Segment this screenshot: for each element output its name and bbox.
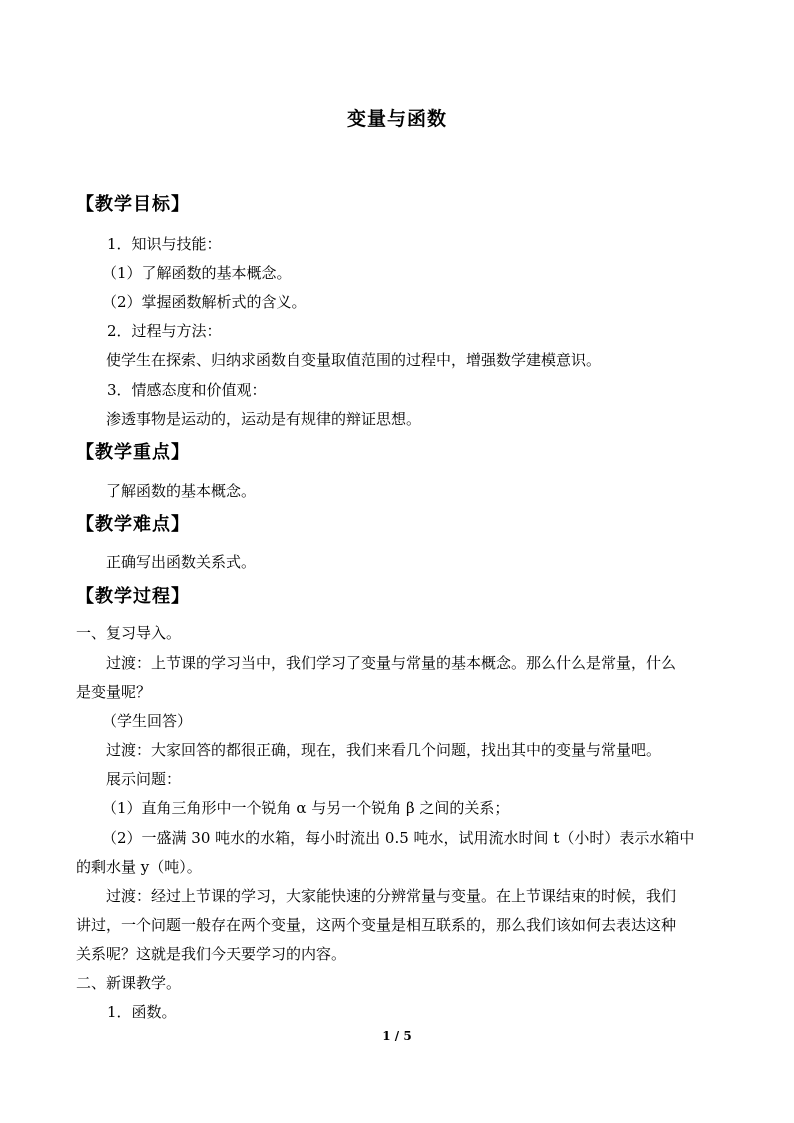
process-paragraph-5-line-2: 讲过，一个问题一般存在两个变量，这两个变量是相互联系的，那么我们该如何去表达这种 <box>76 916 677 934</box>
process-question-2-line-1: （2）一盛满 30 吨水的水箱，每小时流出 0.5 吨水，试用流水时间 t（小时）表示水箱中 <box>102 829 695 847</box>
process-paragraph-2: （学生回答） <box>102 712 193 730</box>
document-title: 变量与函数 <box>346 108 447 130</box>
process-paragraph-1-line-2: 是变量呢？ <box>76 683 152 701</box>
difficulty-text: 正确写出函数关系式。 <box>106 553 257 571</box>
process-paragraph-1-line-1: 过渡：上节课的学习当中，我们学习了变量与常量的基本概念。那么什么是常量，什么 <box>106 654 677 672</box>
keypoint-text: 了解函数的基本概念。 <box>106 482 257 500</box>
process-paragraph-5-line-1: 过渡：经过上节课的学习，大家能快速的分辨常量与变量。在上节课结束的时候，我们 <box>106 887 677 905</box>
process-question-1: （1）直角三角形中一个锐角 α 与另一个锐角 β 之间的关系； <box>102 799 510 817</box>
objective-item-3-text: 渗透事物是运动的，运动是有规律的辩证思想。 <box>106 410 422 428</box>
heading-keypoint: 【教学重点】 <box>76 442 190 463</box>
process-paragraph-4: 展示问题： <box>106 770 182 788</box>
heading-objectives: 【教学目标】 <box>76 194 190 215</box>
process-paragraph-5-line-3: 关系呢？这就是我们今天要学习的内容。 <box>76 945 347 963</box>
process-paragraph-3: 过渡：大家回答的都很正确，现在，我们来看几个问题，找出其中的变量与常量吧。 <box>106 741 662 759</box>
heading-difficulty: 【教学难点】 <box>76 514 190 535</box>
objective-item-1-2: （2）掌握函数解析式的含义。 <box>102 293 307 311</box>
process-part-2: 二、新课教学。 <box>76 974 182 992</box>
heading-process: 【教学过程】 <box>76 586 190 607</box>
page-number: 1 / 5 <box>382 1029 412 1043</box>
process-part-1: 一、复习导入。 <box>76 624 182 642</box>
objective-item-1-1: （1）了解函数的基本概念。 <box>102 264 292 282</box>
objective-item-1: 1．知识与技能： <box>107 235 222 253</box>
objective-item-2: 2．过程与方法： <box>107 322 222 340</box>
process-question-2-line-2: 的剩水量 y（吨）。 <box>76 858 202 876</box>
objective-item-3: 3．情感态度和价值观： <box>107 381 267 399</box>
objective-item-2-text: 使学生在探索、归纳求函数自变量取值范围的过程中，增强数学建模意识。 <box>106 351 602 369</box>
process-sub-1: 1．函数。 <box>107 1003 177 1021</box>
